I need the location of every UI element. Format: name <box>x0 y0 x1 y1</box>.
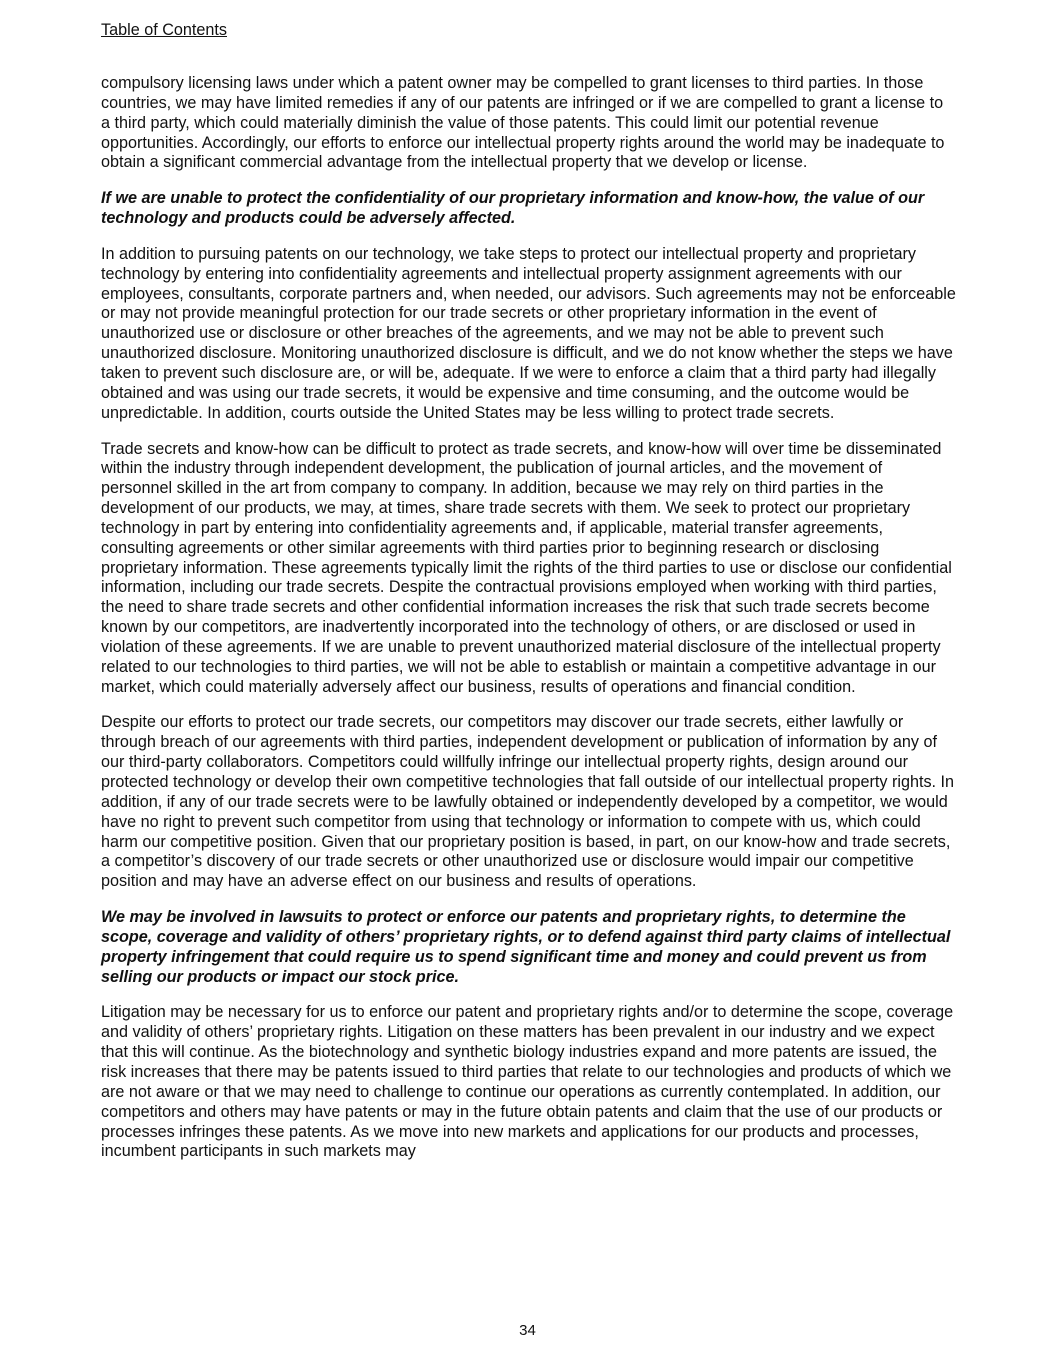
paragraph-competitor-discovery: Despite our efforts to protect our trade secrets, our competitors may discover our trade secrets, either lawfully or through breach of our agreements with third parties, independent development or publication of information by any of our third-party collaborators. Competitors could willfully infringe our intellectual property rights, design around our protected technology or develop their own competitive technologies that fall outside of our intellectual property rights. In addition, if any of our trade secrets were to be lawfully obtained or independently developed by a competitor, we would have no right to prevent such competitor from using that technology or information to compete with us, which could harm our competitive position. Given that our proprietary position is based, in part, on our know-how and trade secrets, a competitor’s discovery of our trade secrets or other unauthorized use or disclosure would impair our competitive position and may have an adverse effect on our business and results of operations. <box>101 713 955 891</box>
paragraph-confidentiality-agreements: In addition to pursuing patents on our technology, we take steps to protect our intellectual property and proprietary technology by entering into confidentiality agreements and intellectual property assignment agreements with our employees, consultants, corporate partners and, when needed, our advisors. Such agreements may not be enforceable or may not provide meaningful protection for our trade secrets or other proprietary information in the event of unauthorized use or disclosure or other breaches of the agreements, and we may not be able to prevent such unauthorized disclosure. Monitoring unauthorized disclosure is difficult, and we do not know whether the steps we have taken to prevent such disclosure are, or will be, adequate. If we were to enforce a claim that a third party had illegally obtained and was using our trade secrets, it would be expensive and time consuming, and the outcome would be unpredictable. In addition, courts outside the United States may be less willing to protect trade secrets. <box>101 244 956 422</box>
document-body <box>101 74 956 1178</box>
paragraph-litigation: Litigation may be necessary for us to enforce our patent and proprietary rights and/or to determine the scope, coverage and validity of others’ proprietary rights. Litigation on these matters has been prevalent in our industry and we expect that this will continue. As the biotechnology and synthetic biology industries expand and more patents are issued, the risk increases that there may be patents issued to third parties that relate to our technologies and products of which we are not aware or that we may need to challenge to continue our operations as currently contemplated. In addition, our competitors and others may have patents or may in the future obtain patents and claim that the use of our products or processes infringes these patents. As we move into new markets and applications for our products and processes, incumbent participants in such markets may <box>101 1003 954 1161</box>
paragraph-trade-secrets: Trade secrets and know-how can be difficult to protect as trade secrets, and know-how will over time be disseminated within the industry through independent development, the publication of journal articles, and the movement of personnel skilled in the art from company to company. In addition, because we may rely on third parties in the development of our products, we may, at times, share trade secrets with them. We seek to protect our proprietary technology in part by entering into confidentiality agreements and, if applicable, material transfer agreements, consulting agreements or other similar agreements with third parties prior to beginning research or disclosing proprietary information. These agreements typically limit the rights of the third parties to use or disclose our confidential information, including our trade secrets. Despite the contractual provisions employed when working with third parties, the need to share trade secrets and other confidential information increases the risk that such trade secrets become known by our competitors, are inadvertently incorporated into the technology of others, or are disclosed or used in violation of these agreements. If we are unable to prevent unauthorized material disclosure of the intellectual property related to our technologies to third parties, we will not be able to establish or maintain a competitive advantage in our market, which could materially adversely affect our business, results of operations and financial condition. <box>101 439 952 696</box>
table-of-contents-link[interactable]: Table of Contents <box>101 21 227 39</box>
heading-lawsuits-risk: We may be involved in lawsuits to protect or enforce our patents and proprietary rights, to determine the scope, coverage and validity of others’ proprietary rights, or to defend against third party claims of intellectual property infringement that could require us to spend significant time and money and could prevent us from selling our products or impact our stock price. <box>101 908 951 986</box>
heading-confidentiality-risk: If we are unable to protect the confidentiality of our proprietary information and know-how, the value of our technology and products could be adversely affected. <box>101 189 925 228</box>
page-number: 34 <box>519 1322 536 1339</box>
paragraph-compulsory-licensing: compulsory licensing laws under which a patent owner may be compelled to grant licenses to third parties. In those countries, we may have limited remedies if any of our patents are infringed or if we are compelled to grant a license to a third party, which could materially diminish the value of those patents. This could limit our potential revenue opportunities. Accordingly, our efforts to enforce our intellectual property rights around the world may be inadequate to obtain a significant commercial advantage from the intellectual property that we develop or license. <box>101 74 945 172</box>
